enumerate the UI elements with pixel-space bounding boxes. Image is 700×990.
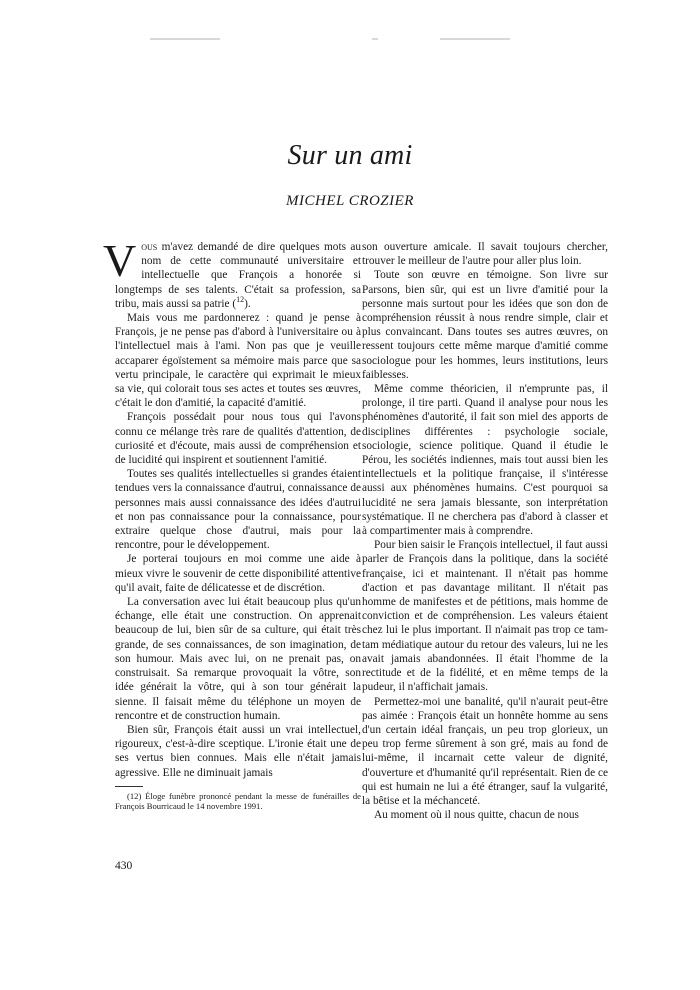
scan-artifact — [150, 38, 220, 40]
author-name: MICHEL CROZIER — [286, 193, 414, 209]
paragraph: François possédait pour nous tous qui l'avons connu ce mélange très rare de qualités d'attention, de curiosité et d'écoute, mais aussi de compréhension et de lucidité qui inspirent et soutiennent l'amitié. — [115, 411, 361, 467]
paragraph: son ouverture amicale. Il savait toujours chercher, trouver le meilleur de l'autre pour aller plus loin. — [362, 241, 608, 268]
right-column — [362, 240, 608, 822]
paragraph — [103, 235, 361, 311]
drop-cap: V — [103, 235, 137, 286]
paragraph: Toute son œuvre en témoigne. Son livre sur Parsons, bien sûr, qui est un livre d'amitié pour la personne mais surtout pour les idées que son don de compréhension réussit à nous rendre simple, clair et plus convaincant. Dans toutes ses autres œuvres, on ressent toujours cette même marque d'amitié comme sociologue pour les hommes, leurs institutions, leurs faiblesses. — [362, 269, 608, 381]
paragraph-text: ). — [244, 297, 251, 310]
first-word: ous — [141, 241, 158, 253]
footnote: (12) Éloge funèbre prononcé pendant la messe de funérailles de François Bourricaud le 14 novembre 1991. — [115, 790, 361, 812]
scan-artifact — [372, 38, 378, 40]
paragraph: Au moment où il nous quitte, chacun de nous — [374, 809, 579, 822]
paragraph: Même comme théoricien, il n'emprunte pas, il prolonge, il tire parti. Quand il analyse pour nous les phénomènes d'autorité, il fait son miel des apports de disciplines différentes : psychologie sociale, sociologie, science politique. Quand il étudie le Pérou, les sociétés indiennes, mais tout aussi bien les intellectuels et la politique française, il s'intéresse aussi aux phénomènes humains. C'est pourquoi sa lucidité ne sera jamais blessante, son interprétation systématique. Il ne cherchera pas d'abord à classer et à compartimenter mais à comprendre. — [362, 383, 608, 538]
paragraph: Mais vous me pardonnerez : quand je pense à François, je ne pense pas d'abord à l'universitaire ou à l'intellectuel mais à l'ami. Non pas que je veuille accaparer égoïstement sa mémoire mais parce que sa vertu principale, le caractère qui exprimait le mieux sa vie, qui colorait tous ses actes et toutes ses œuvres, c'était le don d'amitié, la capacité d'amitié. — [115, 312, 361, 410]
paragraph-text: m'avez demandé de dire quelques mots au nom de cette communauté universitaire et intellectuelle que François a honorée si longtemps de ses talents. C'était sa profession, sa tribu, mais aussi sa patrie ( — [115, 241, 361, 310]
page-number: 430 — [115, 860, 133, 872]
paragraph: Pour bien saisir le François intellectuel, il faut aussi parler de François dans la politique, dans la société française, ici et maintenant. Il n'était pas homme d'action et pas davantage militant. Il n'était pas homme de manifestes et de pétitions, mais homme de conviction et de compréhension. Les valeurs étaient chez lui le plus important. Il n'aimait pas trop ce tam-tam médiatique autour du retour des valeurs, lui ne les avait jamais abandonnées. Il était l'homme de la rectitude et de la fidélité, et en même temps de la pudeur, il n'affichait jamais. — [362, 539, 608, 694]
paragraph: Je porterai toujours en moi comme une aide à mieux vivre le souvenir de cette disponibilité attentive qu'il avait, faite de délicatesse et de discrétion. — [115, 553, 361, 594]
scan-artifact — [440, 38, 510, 40]
paragraph: Permettez-moi une banalité, qu'il n'aurait peut-être pas aimée : François était un honnête homme au sens d'un certain idéal français, un peu trop glorieux, un peu trop ferme sûrement à son gré, mais au fond de lui-même, il incarnait cette valeur de dignité, d'ouverture et d'humanité qu'il représentait. Rien de ce qui est humain ne lui a été étranger, sauf la vulgarité, la bêtise et la méchanceté. — [362, 695, 608, 807]
article-title: Sur un ami — [287, 140, 413, 171]
left-column — [103, 235, 361, 812]
footnote-separator — [115, 786, 143, 787]
paragraph: Bien sûr, François était aussi un vrai intellectuel, rigoureux, c'est-à-dire sceptique. L'ironie était une de ses vertus bien connues. Mais elle n'était jamais agressive. Elle ne diminuait jamais — [115, 723, 361, 779]
paragraph: Toutes ses qualités intellectuelles si grandes étaient tendues vers la connaissance d'autrui, connaissance de personnes mais aussi connaissance des idées d'autrui et non pas connaissance pour la connaissance, pour extraire quelque chose d'autrui, mais pour la rencontre, pour le développement. — [115, 468, 361, 552]
footnote-ref: 12 — [236, 295, 245, 305]
paragraph: La conversation avec lui était beaucoup plus qu'un échange, elle était une construction. On apprenait beaucoup de lui, bien sûr de sa culture, qui était très grande, de ses connaissances, de son imagination, de son humour. Mais avec lui, on ne prenait pas, on construisait. Sa remarque provoquait la vôtre, son idée générait la vôtre, qui à son tour générait la sienne. Il faisait même du téléphone un moyen de rencontre et de construction humain. — [115, 596, 361, 722]
